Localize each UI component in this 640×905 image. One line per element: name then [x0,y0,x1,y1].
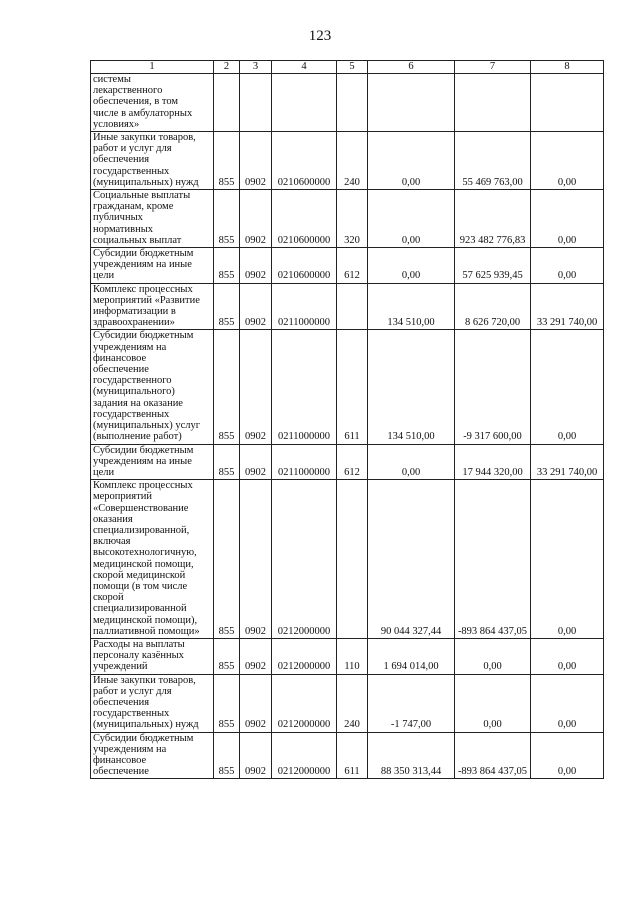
cell-amount-6: 90 044 327,44 [368,480,455,639]
cell-expense-type [337,480,368,639]
cell-amount-7: 8 626 720,00 [455,283,531,330]
cell-expense-type [337,283,368,330]
cell-section: 0902 [240,190,272,248]
cell-target: 0211000000 [272,283,337,330]
cell-section: 0902 [240,732,272,779]
cell-section: 0902 [240,638,272,674]
row-name: Социальные выплаты гражданам, кроме публичных нормативных социальных выплат [91,190,214,248]
cell-amount-8: 0,00 [531,132,604,190]
cell-code: 855 [214,330,240,444]
cell-code: 855 [214,190,240,248]
header-cell: 2 [214,61,240,74]
table-row [91,74,604,132]
cell-amount-8: 33 291 740,00 [531,283,604,330]
cell-target [272,74,337,132]
table-row [91,190,604,248]
cell-amount-6: 0,00 [368,190,455,248]
row-name: Субсидии бюджетным учреждениям на финансовое обеспечение [91,732,214,779]
table-row [91,444,604,480]
cell-code: 855 [214,248,240,284]
budget-table [90,60,604,779]
cell-amount-7: 923 482 776,83 [455,190,531,248]
cell-expense-type: 240 [337,674,368,732]
cell-amount-7: -893 864 437,05 [455,480,531,639]
cell-amount-7: 0,00 [455,638,531,674]
cell-expense-type [337,74,368,132]
header-cell: 6 [368,61,455,74]
row-name: Комплекс процессных мероприятий «Совершенствование оказания специализированной, включая высокотехнологичную, медицинской помощи, скорой медицинской помощи (в том числе скорой специализированной медицинской помощи), паллиативной помощи» [91,480,214,639]
cell-target: 0210600000 [272,248,337,284]
cell-amount-8: 0,00 [531,480,604,639]
cell-target: 0211000000 [272,444,337,480]
header-cell: 1 [91,61,214,74]
cell-section [240,74,272,132]
cell-amount-6: 0,00 [368,444,455,480]
row-name: Иные закупки товаров, работ и услуг для обеспечения государственных (муниципальных) нужд [91,132,214,190]
cell-amount-6: 134 510,00 [368,283,455,330]
cell-code: 855 [214,638,240,674]
table-row [91,283,604,330]
cell-amount-8: 0,00 [531,638,604,674]
cell-amount-7: -9 317 600,00 [455,330,531,444]
cell-amount-6 [368,74,455,132]
row-name: системы лекарственного обеспечения, в том числе в амбулаторных условиях» [91,74,214,132]
cell-amount-7: -893 864 437,05 [455,732,531,779]
cell-expense-type: 611 [337,330,368,444]
cell-target: 0212000000 [272,732,337,779]
cell-expense-type: 240 [337,132,368,190]
cell-amount-6: 0,00 [368,132,455,190]
header-cell: 4 [272,61,337,74]
cell-section: 0902 [240,480,272,639]
cell-section: 0902 [240,248,272,284]
cell-amount-8: 0,00 [531,248,604,284]
cell-amount-6: 1 694 014,00 [368,638,455,674]
cell-amount-6: -1 747,00 [368,674,455,732]
cell-section: 0902 [240,674,272,732]
cell-amount-7 [455,74,531,132]
cell-target: 0212000000 [272,638,337,674]
cell-section: 0902 [240,444,272,480]
cell-code [214,74,240,132]
table-row [91,132,604,190]
cell-amount-8: 0,00 [531,674,604,732]
cell-target: 0210600000 [272,132,337,190]
cell-code: 855 [214,674,240,732]
cell-expense-type: 612 [337,444,368,480]
row-name: Субсидии бюджетным учреждениям на иные цели [91,248,214,284]
cell-section: 0902 [240,330,272,444]
row-name: Субсидии бюджетным учреждениям на финансовое обеспечение государственного (муниципального) задания на оказание государственных (муниципальных) услуг (выполнение работ) [91,330,214,444]
cell-target: 0212000000 [272,480,337,639]
cell-expense-type: 320 [337,190,368,248]
cell-amount-8: 0,00 [531,732,604,779]
cell-section: 0902 [240,132,272,190]
page-number: 123 [308,28,332,44]
header-cell: 8 [531,61,604,74]
cell-amount-7: 0,00 [455,674,531,732]
cell-amount-7: 57 625 939,45 [455,248,531,284]
header-cell: 3 [240,61,272,74]
cell-code: 855 [214,444,240,480]
cell-amount-6: 134 510,00 [368,330,455,444]
cell-amount-7: 55 469 763,00 [455,132,531,190]
cell-amount-8: 0,00 [531,330,604,444]
table-row [91,674,604,732]
cell-target: 0211000000 [272,330,337,444]
table-row [91,330,604,444]
table-row [91,638,604,674]
cell-code: 855 [214,283,240,330]
header-cell: 7 [455,61,531,74]
cell-expense-type: 612 [337,248,368,284]
cell-amount-7: 17 944 320,00 [455,444,531,480]
row-name: Иные закупки товаров, работ и услуг для обеспечения государственных (муниципальных) нужд [91,674,214,732]
table-row [91,732,604,779]
header-cell: 5 [337,61,368,74]
table-row [91,248,604,284]
cell-code: 855 [214,480,240,639]
table-row [91,480,604,639]
row-name: Расходы на выплаты персоналу казённых учреждений [91,638,214,674]
cell-expense-type: 611 [337,732,368,779]
cell-code: 855 [214,132,240,190]
cell-section: 0902 [240,283,272,330]
cell-amount-8 [531,74,604,132]
cell-amount-6: 0,00 [368,248,455,284]
row-name: Субсидии бюджетным учреждениям на иные цели [91,444,214,480]
cell-amount-6: 88 350 313,44 [368,732,455,779]
cell-amount-8: 33 291 740,00 [531,444,604,480]
cell-target: 0212000000 [272,674,337,732]
cell-target: 0210600000 [272,190,337,248]
cell-amount-8: 0,00 [531,190,604,248]
row-name: Комплекс процессных мероприятий «Развитие информатизации в здравоохранении» [91,283,214,330]
cell-code: 855 [214,732,240,779]
header-row [91,61,604,74]
cell-expense-type: 110 [337,638,368,674]
